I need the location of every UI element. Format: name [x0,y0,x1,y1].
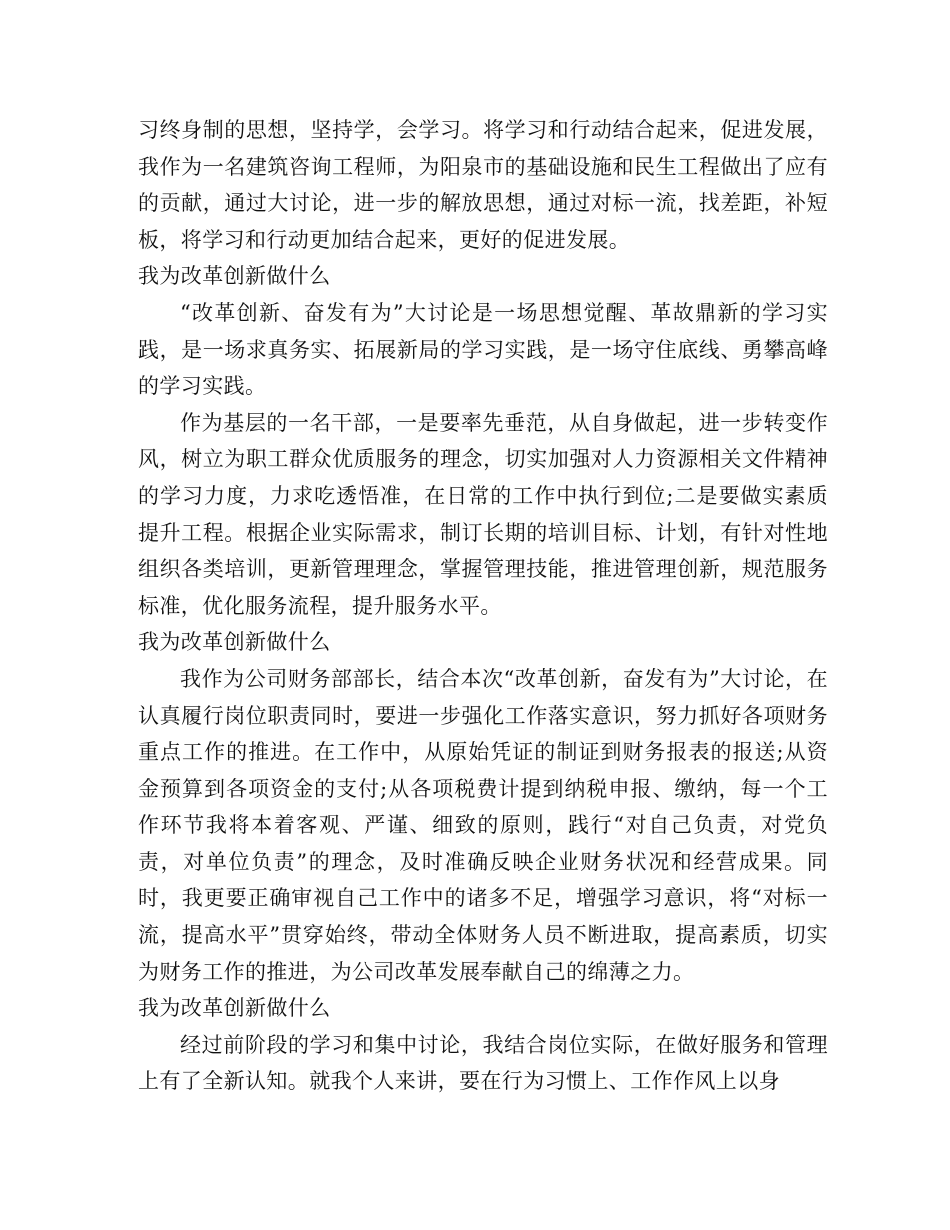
section-3 [138,990,828,1100]
body-paragraph: 我作为公司财务部部长，结合本次“改革创新，奋发有为”大讨论，在认真履行岗位职责同时，要进一步强化工作落实意识，努力抓好各项财务重点工作的推进。在工作中，从原始凭证的制证到财务报表的报送;从资金预算到各项资金的支付;从各项税费计提到纳税申报、缴纳，每一个工作环节我将本着客观、严谨、细致的原则，践行“对自己负责，对党负责，对单位负责”的理念，及时准确反映企业财务状况和经营成果。同时，我更要正确审视自己工作中的诸多不足，增强学习意识，将“对标一流，提高水平”贯穿始终，带动全体财务人员不断进取，提高素质，切实为财务工作的推进，为公司改革发展奉献自己的绵薄之力。 [138,666,828,984]
section-heading: 我为改革创新做什么 [138,264,331,289]
body-paragraph: “改革创新、奋发有为”大讨论是一场思想觉醒、革故鼎新的学习实践，是一场求真务实、拓展新局的学习实践，是一场守住底线、勇攀高峰的学习实践。 [138,300,828,399]
section-2 [138,624,828,990]
body-paragraph: 经过前阶段的学习和集中讨论，我结合岗位实际，在做好服务和管理上有了全新认知。就我个人来讲，要在行为习惯上、工作作风上以身 [138,1032,828,1094]
body-paragraph: 作为基层的一名干部，一是要率先垂范，从自身做起，进一步转变作风，树立为职工群众优质服务的理念，切实加强对人力资源相关文件精神的学习力度，力求吃透悟准，在日常的工作中执行到位;二是要做实素质提升工程。根据企业实际需求，制订长期的培训目标、计划，有针对性地组织各类培训，更新管理理念，掌握管理技能，推进管理创新，规范服务标准，优化服务流程，提升服务水平。 [138,410,828,618]
intro-paragraph: 习终身制的思想，坚持学，会学习。将学习和行动结合起来，促进发展，我作为一名建筑咨询工程师，为阳泉市的基础设施和民生工程做出了应有的贡献，通过大讨论，进一步的解放思想，通过对标一流，找差距，补短板，将学习和行动更加结合起来，更好的促进发展。 [138,118,828,252]
section-heading: 我为改革创新做什么 [138,630,331,655]
section-1 [138,258,828,624]
section-heading: 我为改革创新做什么 [138,996,331,1021]
document-page [138,112,828,1100]
